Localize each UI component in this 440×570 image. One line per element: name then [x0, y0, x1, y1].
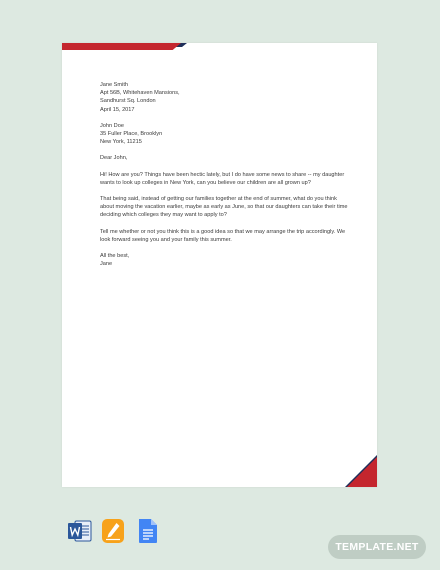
sender-block — [100, 81, 350, 114]
brand-badge[interactable]: TEMPLATE.NET — [328, 535, 426, 559]
recipient-address-line-1: 35 Fuller Place, Brooklyn — [100, 131, 163, 138]
paragraph-1 — [100, 171, 350, 187]
sender-address-line-1: Apt 56B, Whitehaven Mansions, — [100, 90, 180, 97]
sender-address-line-2: Sandhurst Sq. London — [100, 98, 156, 105]
letter-body — [100, 81, 350, 276]
corner-red-triangle — [347, 457, 377, 487]
paragraph-3 — [100, 228, 350, 244]
signature-name: Jane — [100, 261, 113, 268]
closing-block — [100, 252, 350, 268]
paragraph-line: about moving the vacation earlier, maybe as early as June, so that our daughters can take their time — [100, 204, 348, 211]
paragraph-line: That being said, instead of getting our families together at the end of summer, what do you think — [100, 196, 337, 203]
recipient-name: John Doe — [100, 122, 124, 129]
letter-page — [62, 43, 377, 487]
salutation — [100, 154, 350, 162]
closing-line: All the best, — [100, 253, 130, 260]
recipient-address-line-2: New York, 11215 — [100, 139, 142, 146]
recipient-block — [100, 122, 350, 147]
paragraph-line: look forward seeing you and your family this summer. — [100, 236, 232, 243]
sender-name: Jane Smith — [100, 82, 128, 88]
paragraph-line: deciding which colleges they may want to apply to? — [100, 212, 227, 219]
letter-date: April 15, 2017 — [100, 106, 135, 113]
paragraph-line: Hi! How are you? Things have been hectic lately, but I do have some news to share -- my daughter — [100, 171, 345, 178]
word-icon[interactable] — [67, 518, 92, 544]
pages-icon[interactable] — [101, 518, 125, 544]
top-red-band — [62, 43, 181, 50]
salutation-text: Dear John, — [100, 155, 128, 162]
paragraph-line: wants to look up colleges in New York, can you believe our children are all grown up? — [100, 179, 311, 186]
google-docs-icon[interactable] — [137, 518, 159, 544]
paragraph-2 — [100, 195, 350, 220]
paragraph-line: Tell me whether or not you think this is a good idea so that we may arrange the trip accordingly. We — [100, 228, 346, 235]
